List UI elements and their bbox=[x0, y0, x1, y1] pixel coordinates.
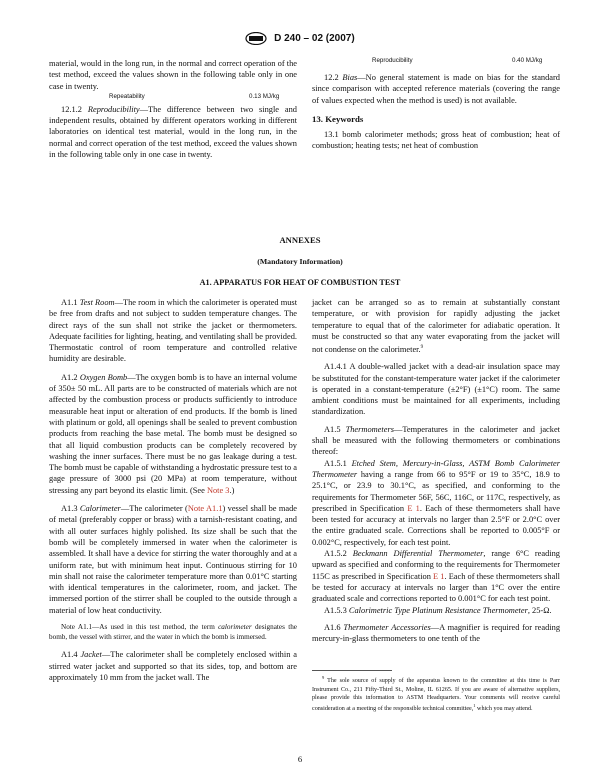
note-3-link[interactable]: Note 3 bbox=[206, 485, 230, 495]
e1-link[interactable]: E 1 bbox=[433, 571, 445, 581]
paragraph-a1-4-1: A1.4.1 A double-walled jacket with a dead-air insulation space may be substituted for the constant-temperature water jacket if the calorimeter is operated in a constant-temperature (±2°F) (±1°C) room. The same ambient conditions must be maintained for all experiments, including standardization. bbox=[312, 362, 560, 417]
e1-link[interactable]: E 1 bbox=[407, 503, 420, 513]
footnote-9: $^9$ The sole source of supply of the apparatus known to the committee at this time is Parr Instrument Co., 211 Fifty-Third St., Moline, IL 61265. If you are aware of alternative suppliers, please provide this information to ASTM Headquarters. Your comments will receive careful consideration at a meeting of the responsible technical committee,$^1$ which you may attend. bbox=[312, 675, 560, 713]
paragraph-a1-5-3: A1.5.3 Calorimetric Type Platinum Resistance Thermometer, 25-Ω. bbox=[324, 605, 552, 615]
left-column bbox=[49, 297, 297, 683]
paragraph-a1-3: A1.3 Calorimeter—The calorimeter (Note A1.1) vessel shall be made of metal (preferably copper or brass) with a tarnish-resistant coating, and with all outer surfaces highly polished. Its size shall be such that the bomb will be completely immersed in water when the calorimeter is assembled. It shall have a device for stirring the water thoroughly and at a uniform rate, but with minimum heat input. Continuous stirring for 10 min shall not raise the calorimeter temperature more than 0.01°C starting with identical temperatures in the calorimeter, room, and jacket. The immersed portion of the stirrer shall be coupled to the outside through a material of low heat conductivity. bbox=[49, 504, 297, 615]
keywords-heading: 13. Keywords bbox=[312, 113, 364, 124]
paragraph-12-1-2: 12.1.2 Reproducibility—The difference between two single and independent results, obtained by different operators working in different laboratories on identical test material, would in the long run, in the normal and correct operation of the test method, exceed the values shown in the following table only in one case in twenty. bbox=[49, 104, 297, 160]
paragraph-a1-6: A1.6 Thermometer Accessories—A magnifier is required for reading mercury-in-glass thermometers to one tenth of the bbox=[312, 622, 561, 644]
repeatability-value: 0.13 MJ/kg bbox=[249, 92, 280, 100]
repeatability-row bbox=[49, 92, 297, 102]
note-a1-1-link[interactable]: Note A1.1 bbox=[187, 504, 223, 514]
reproducibility-row bbox=[312, 56, 560, 66]
note-a1-1: Note A1.1—As used in this test method, the term calorimeter designates the bomb, the vessel with stirrer, and the water in which the bomb is immersed. bbox=[49, 623, 297, 641]
paragraph-a1-2: A1.2 Oxygen Bomb—The oxygen bomb is to have an internal volume of 350± 50 mL. All parts are to be constructed of materials which are not affected by the combustion process or products sufficiently to introduce measurable heat input or alteration of end products. If the bomb is lined with platinum or gold, all openings shall be sealed to prevent combustion products from reaching the base metal. The bomb must be designed so that all liquid combustion products can be completely recovered by washing the inner surfaces. There must be no gas leakage during a test. The bomb must be capable of withstanding a hydrostatic pressure test to a gage pressure of 3000 psi (20 MPa) at room temperature, without stressing any part beyond its elastic limit. (See Note 3.) bbox=[49, 372, 297, 495]
paragraph: material, would in the long run, in the normal and correct operation of the test method, exceed the values shown in the following table only in one case in twenty. bbox=[49, 59, 297, 91]
keywords-text: 13.1 bomb calorimeter methods; gross heat of combustion; heat of combustion; heating tests; net heat of combustion bbox=[312, 130, 560, 151]
paragraph-12-2: 12.2 Bias—No general statement is made on bias for the standard since comparison with accepted reference materials (covering the range of values expected when the method is used) is not available. bbox=[312, 73, 560, 105]
astm-logo-icon bbox=[245, 32, 267, 45]
paragraph-a1-5-2: A1.5.2 Beckmann Differential Thermometer, range 6°C reading upward as specified and conforming to the requirements for Thermometer 115C as prescribed in Specification E 1. Each of these thermometers shall be tested for accuracy at intervals no larger than 1°C over the entire graduated scale and corrections reported to 0.001°C for each test point. bbox=[312, 549, 560, 604]
paragraph-a1-1: A1.1 Test Room—The room in which the calorimeter is operated must be free from drafts and not subject to sudden temperature changes. The direct rays of the sun shall not strike the jacket or thermometers. Adequate facilities for lighting, heating, and ventilating shall be provided. Thermostatic control of room temperature and controlled relative humidity are desirable. bbox=[49, 298, 298, 364]
page-header bbox=[0, 32, 600, 45]
left-top-column bbox=[49, 58, 297, 160]
footnote-divider bbox=[312, 670, 392, 671]
right-top-column bbox=[312, 56, 560, 152]
paragraph-a1-4-cont: jacket can be arranged so as to remain at substantially constant temperature, or with provision for rapidly adjusting the jacket temperature to equal that of the calorimeter for adiabatic operation. It must be constructed so that any water evaporating from the jacket will not condense on the calorimeter.$^9$ bbox=[312, 298, 560, 354]
document-designation: D 240 – 02 (2007) bbox=[274, 33, 355, 45]
repeatability-label: Repeatability bbox=[109, 92, 145, 100]
paragraph-a1-5: A1.5 Thermometers—Temperatures in the calorimeter and jacket shall be measured with the following thermometers or combinations thereof: bbox=[312, 424, 560, 457]
annexes-title: ANNEXES bbox=[279, 235, 321, 245]
reproducibility-value: 0.40 MJ/kg bbox=[512, 57, 543, 64]
right-column bbox=[312, 297, 560, 714]
section-heading: A1. APPARATUS FOR HEAT OF COMBUSTION TEST bbox=[199, 278, 401, 287]
annexes-subtitle: (Mandatory Information) bbox=[257, 257, 343, 266]
reproducibility-label: Reproducibility bbox=[372, 57, 413, 64]
paragraph-a1-4: A1.4 Jacket—The calorimeter shall be completely enclosed within a stirred water jacket and supported so that its sides, top, and bottom are approximately 10 mm from the jacket wall. The bbox=[49, 650, 297, 682]
page-number: 6 bbox=[297, 754, 303, 764]
paragraph-a1-5-1: A1.5.1 Etched Stem, Mercury-in-Glass, ASTM Bomb Calorimeter Thermometer having a range from 66 to 95°F or 19 to 35°C, 18.9 to 25.1°C, or 23.9 to 30.1°C, as specified, and conforming to the requirements for Thermometer 56F, 56C, 116C, or 117C, respectively, as prescribed in Specification E 1. Each of these thermometers shall have been tested for accuracy at intervals no larger than 2.5°F or 2.0°C over the entire graduated scale. Corrections shall be reported to 0.005°F or 0.002°C, respectively, for each test point. bbox=[312, 458, 560, 547]
